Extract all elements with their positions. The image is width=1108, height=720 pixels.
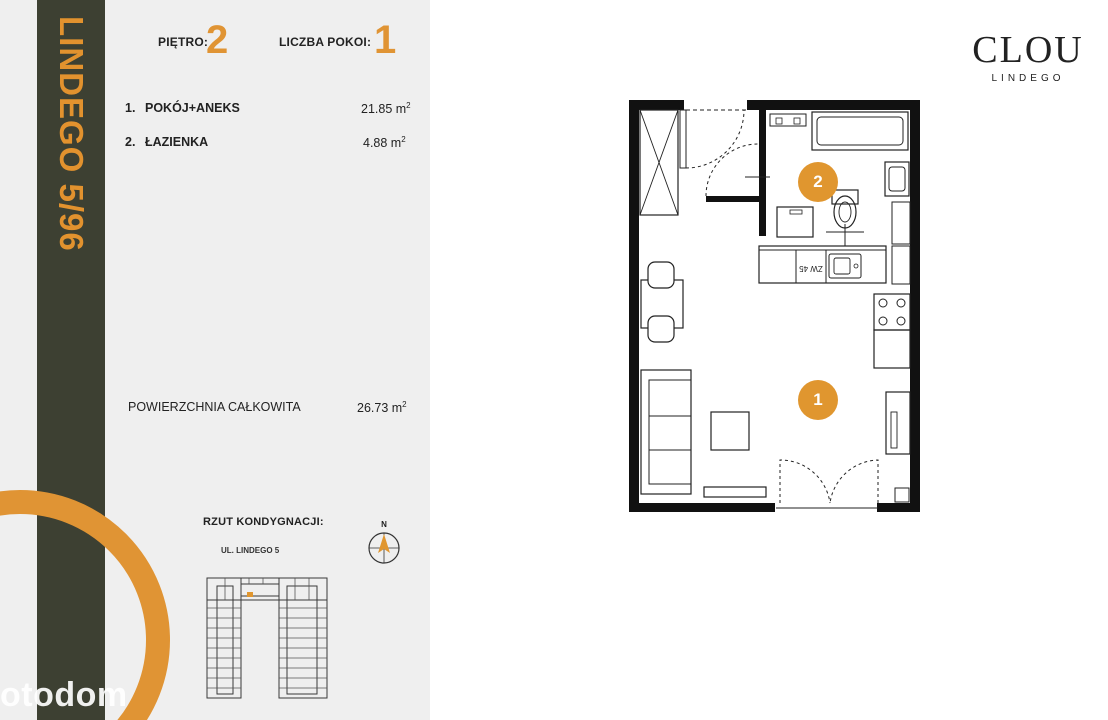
towel-rail bbox=[770, 114, 806, 126]
room-1-area: 21.85 $m^2$ bbox=[361, 101, 411, 117]
total-area-value: 26.73 $m^2$ bbox=[357, 400, 407, 416]
rooms-count-label: LICZBA POKOI: bbox=[279, 35, 372, 49]
floor-plan bbox=[620, 90, 930, 520]
floor-value: 2 bbox=[206, 18, 229, 62]
apartment-location-marker bbox=[247, 592, 253, 597]
total-area-label: POWIERZCHNIA CAŁKOWITA bbox=[128, 400, 301, 414]
street-label: UL. LINDEGO 5 bbox=[221, 546, 280, 555]
tv-unit bbox=[886, 392, 910, 454]
north-compass bbox=[366, 520, 402, 568]
brand-logo: CLOU bbox=[972, 29, 1084, 71]
room-1-badge: 1 bbox=[798, 380, 838, 420]
chair-bottom bbox=[648, 316, 674, 342]
room-2-badge: 2 bbox=[798, 162, 838, 202]
floor-label: PIĘTRO: bbox=[158, 35, 209, 49]
brand-logo-subtitle: LINDEGO bbox=[991, 73, 1065, 84]
room-2-name: ŁAZIENKA bbox=[145, 135, 209, 149]
rooms-count-value: 1 bbox=[374, 18, 397, 62]
apartment-title: LINDEGO 5/96 bbox=[53, 16, 90, 252]
building-site-plan bbox=[205, 574, 330, 704]
chair-top bbox=[648, 262, 674, 288]
toilet bbox=[834, 196, 856, 228]
interior-walls bbox=[706, 108, 766, 236]
watermark-logo: otodom bbox=[0, 676, 128, 714]
info-panel bbox=[0, 0, 430, 720]
room-1-number: 1. bbox=[125, 101, 136, 115]
radiator bbox=[704, 487, 766, 497]
cooktop bbox=[874, 294, 910, 330]
compass-icon bbox=[366, 529, 402, 569]
balcony-door bbox=[776, 460, 878, 508]
fridge-label: ZW 45 bbox=[799, 264, 823, 273]
north-label: N bbox=[381, 520, 387, 529]
washing-machine bbox=[777, 207, 813, 237]
coffee-table bbox=[711, 412, 749, 450]
floor-plan-title: RZUT KONDYGNACJI: bbox=[203, 516, 324, 528]
kitchen-cabinet bbox=[874, 330, 910, 368]
kitchen-tall-unit bbox=[892, 246, 910, 284]
bathroom-door-swing bbox=[706, 144, 758, 196]
room-1-name: POKÓJ+ANEKS bbox=[145, 101, 240, 115]
bathtub bbox=[812, 112, 908, 150]
room-2-area: 4.88 $m^2$ bbox=[363, 135, 406, 151]
room-2-number: 2. bbox=[125, 135, 136, 149]
bathroom-cabinet bbox=[892, 202, 910, 244]
entrance-door-swing bbox=[686, 110, 744, 168]
